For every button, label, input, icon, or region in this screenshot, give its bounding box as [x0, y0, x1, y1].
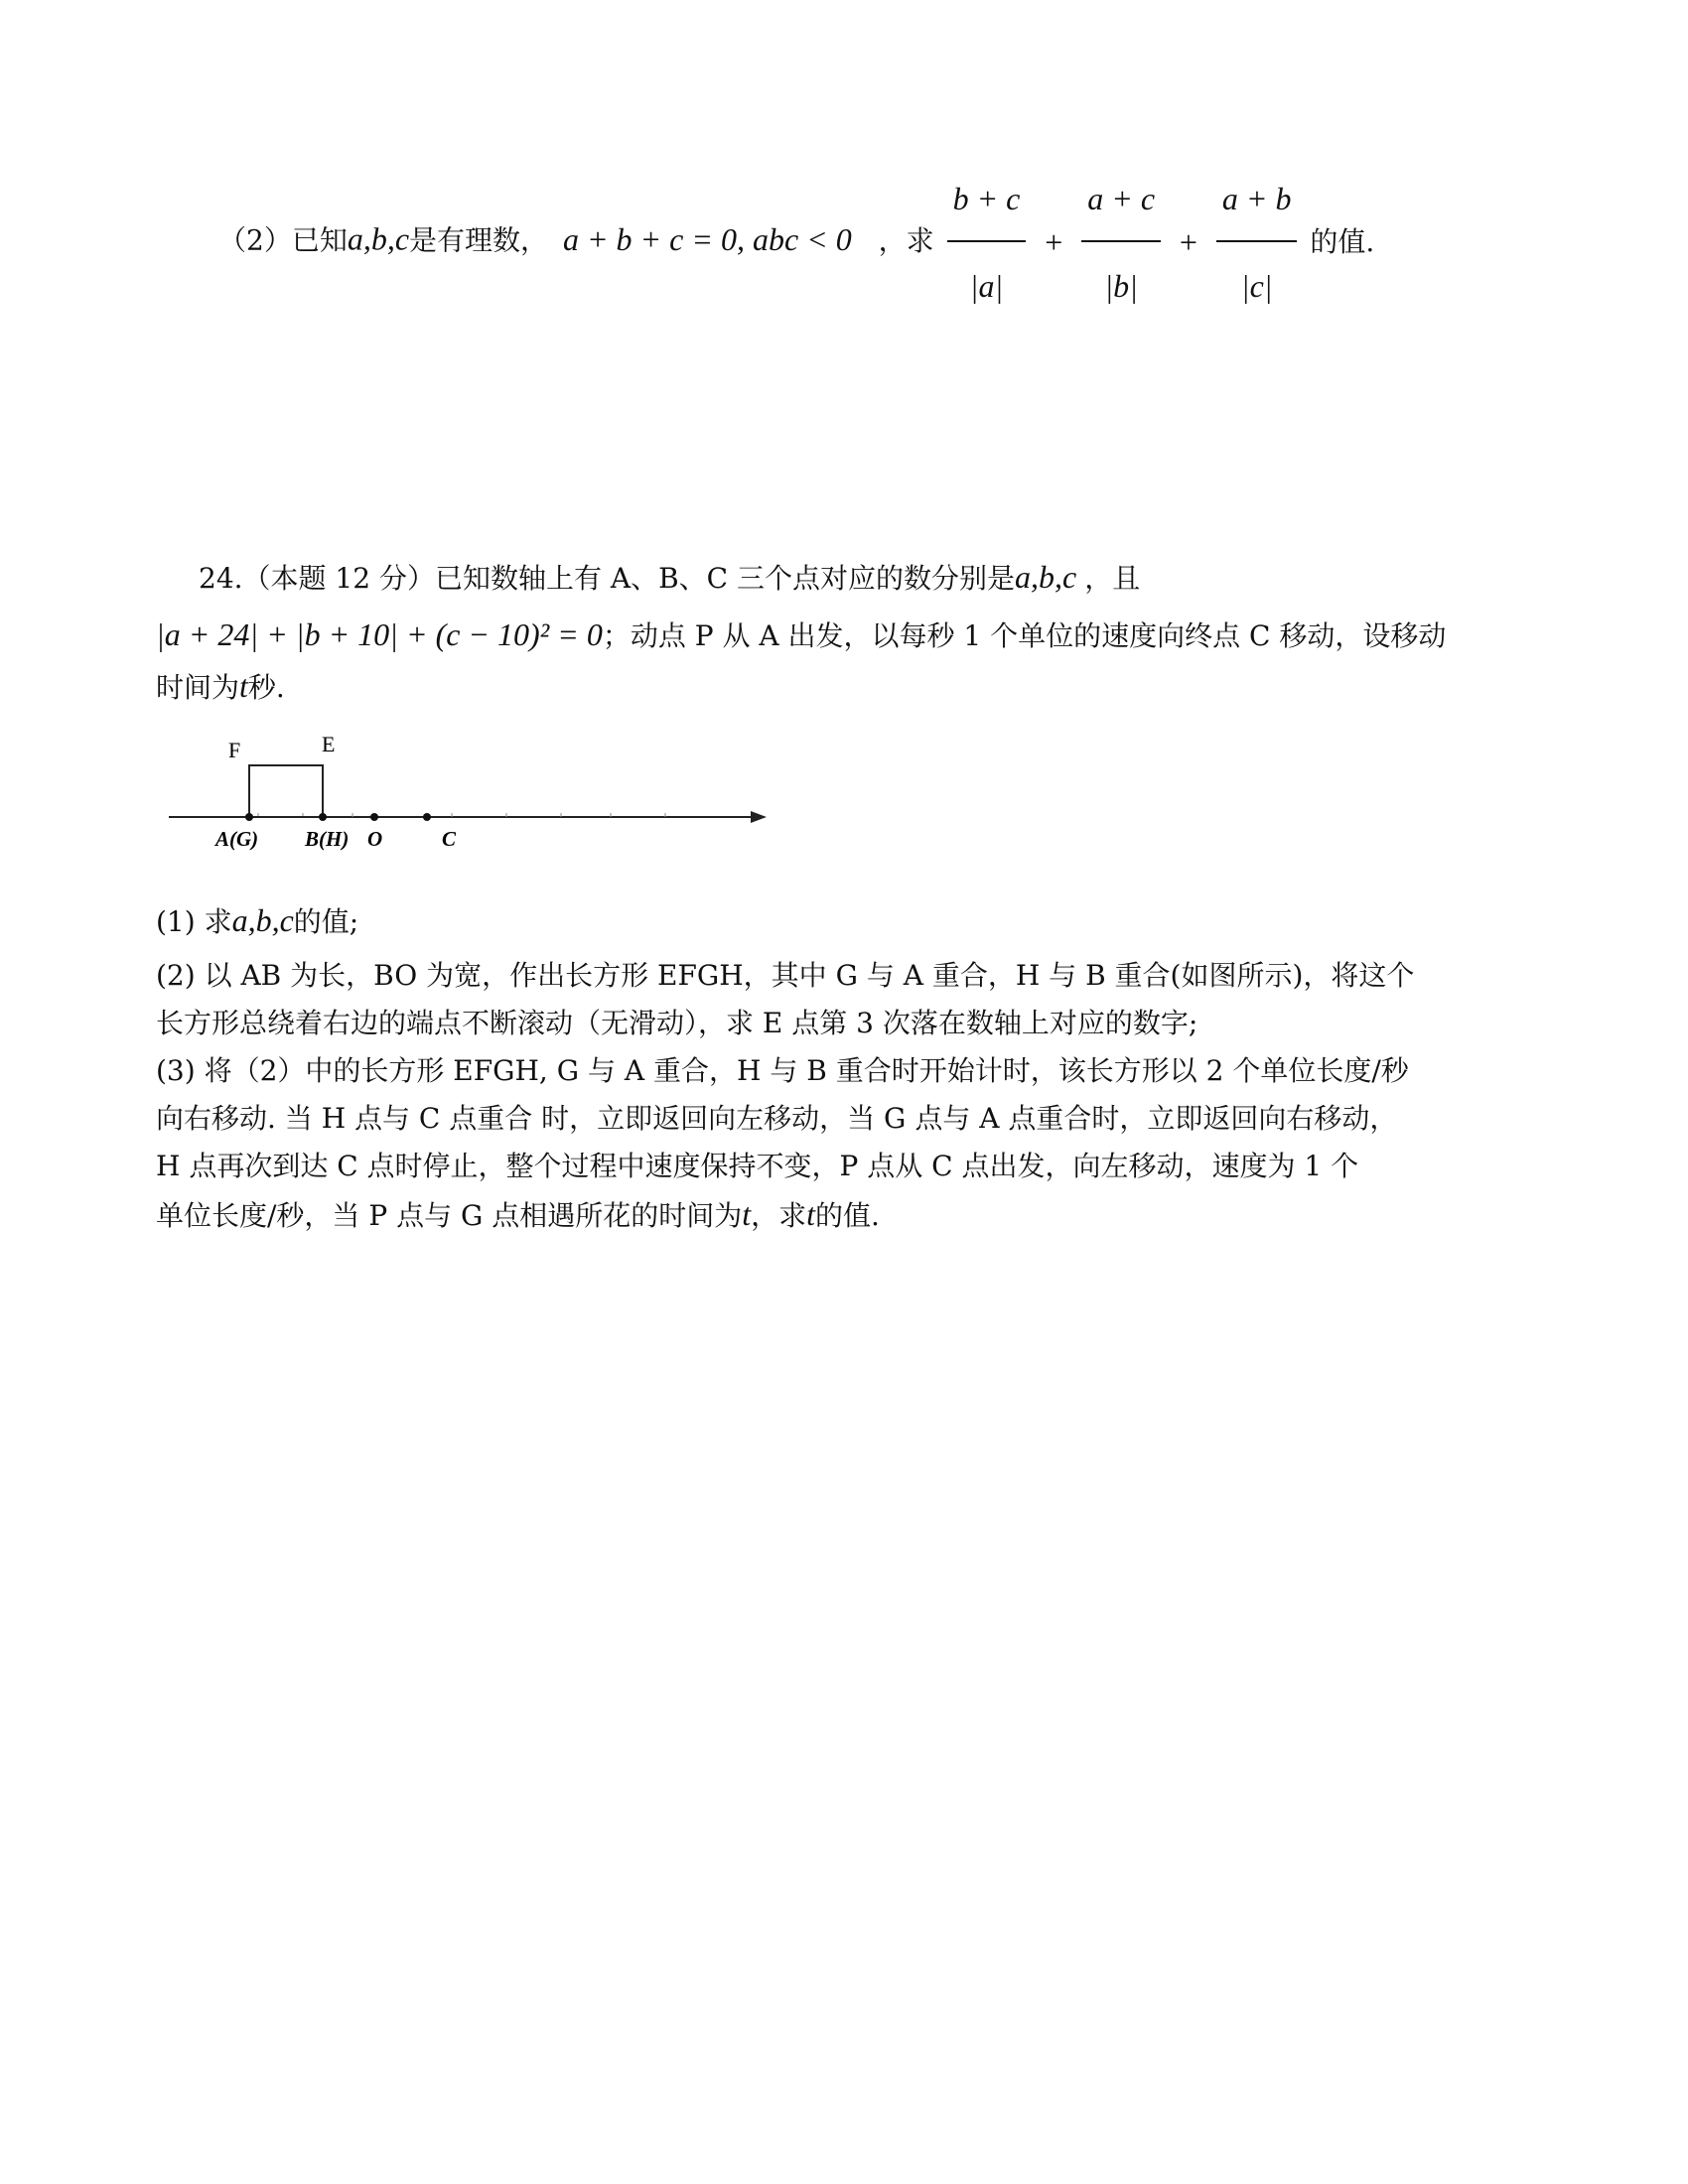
q24-sub2-line-1: (2) 以 AB 为长，BO 为宽，作出长方形 EFGH，其中 G 与 A 重合，H 与 B 重合(如图所示)，将这个	[156, 959, 1415, 992]
fraction-2-numerator: a + c	[1081, 159, 1161, 242]
q24-line3-var: t	[239, 668, 248, 704]
q24-sub3-line-1: (3) 将（2）中的长方形 EFGH, G 与 A 重合，H 与 B 重合时开始计时，该长方形以 2 个单位长度/秒	[156, 1054, 1409, 1087]
fraction-2-denominator: |b|	[1104, 268, 1138, 304]
q24-line-1	[199, 554, 1589, 602]
q24-line3-prefix: 时间为	[156, 671, 240, 704]
q24-line3-suffix: 秒.	[247, 671, 285, 704]
q24-line1-vars: a,b,c	[1014, 559, 1077, 595]
fraction-3-numerator: a + b	[1216, 159, 1298, 242]
q23-prefix: （2）已知	[218, 223, 348, 257]
q24-line1-suffix: ，且	[1084, 562, 1141, 595]
rectangle-efgh	[249, 765, 323, 817]
q24-line-3	[156, 663, 1546, 711]
number-line-diagram	[164, 730, 779, 859]
axis-arrow-icon	[751, 811, 767, 823]
q24-line2-text: ；动点 P 从 A 出发，以每秒 1 个单位的速度向终点 C 移动，设移动	[602, 619, 1447, 652]
q24-line-2	[156, 612, 1546, 659]
point-o	[370, 813, 378, 821]
q23-mid: 是有理数，	[409, 223, 549, 257]
label-e: E	[322, 732, 336, 756]
plus-sign-2: +	[1179, 224, 1197, 260]
q24-line1-prefix: 24.（本题 12 分）已知数轴上有 A、B、C 三个点对应的数分别是	[199, 562, 1015, 595]
q23-suffix: 的值.	[1310, 225, 1375, 258]
fraction-1-numerator: b + c	[947, 159, 1027, 242]
point-b	[319, 813, 327, 821]
q24-sub1	[156, 897, 1546, 945]
q24-equation: |a + 24| + |b + 10| + (c − 10)² = 0	[156, 616, 603, 652]
fraction-2	[1081, 159, 1161, 326]
q24-sub3-line-4	[156, 1191, 1546, 1239]
label-o: O	[367, 827, 383, 851]
q24-sub3-line4-c: 的值.	[815, 1199, 880, 1232]
q24-sub3-var-t-1: t	[742, 1196, 752, 1232]
fraction-1-denominator: |a|	[969, 268, 1004, 304]
q24-sub3-var-t-2: t	[806, 1196, 816, 1232]
q24-sub3-line4-a: 单位长度/秒，当 P 点与 G 点相遇所花的时间为	[156, 1199, 743, 1232]
q23-part2-line	[218, 159, 1374, 326]
fraction-3	[1216, 159, 1298, 326]
q23-sep: ，求	[878, 223, 934, 257]
q23-vars: a,b,c	[347, 220, 410, 257]
label-b-h: B(H)	[305, 827, 350, 851]
q24-sub3-line-2: 向右移动. 当 H 点与 C 点重合 时，立即返回向左移动，当 G 点与 A 点重合时，立即返回向右移动，	[156, 1102, 1398, 1135]
fraction-3-denominator: |c|	[1240, 268, 1273, 304]
label-c: C	[442, 827, 457, 851]
q24-sub1-prefix: (1) 求	[156, 905, 232, 938]
fraction-1	[947, 159, 1027, 326]
q24-sub1-suffix: 的值;	[293, 905, 359, 938]
q24-sub3-line-3: H 点再次到达 C 点时停止，整个过程中速度保持不变，P 点从 C 点出发，向左移动，速度为 1 个	[156, 1150, 1359, 1182]
q24-sub3-line4-b: ，求	[751, 1199, 807, 1232]
q23-condition: a + b + c = 0, abc < 0	[562, 220, 852, 257]
point-c	[423, 813, 431, 821]
q24-sub1-vars: a,b,c	[231, 902, 294, 938]
label-a-g: A(G)	[215, 827, 259, 851]
label-f: F	[228, 738, 241, 762]
q24-sub2-line-2: 长方形总绕着右边的端点不断滚动（无滑动），求 E 点第 3 次落在数轴上对应的数字;	[156, 1007, 1198, 1039]
plus-sign-1: +	[1045, 224, 1063, 260]
point-a	[245, 813, 253, 821]
